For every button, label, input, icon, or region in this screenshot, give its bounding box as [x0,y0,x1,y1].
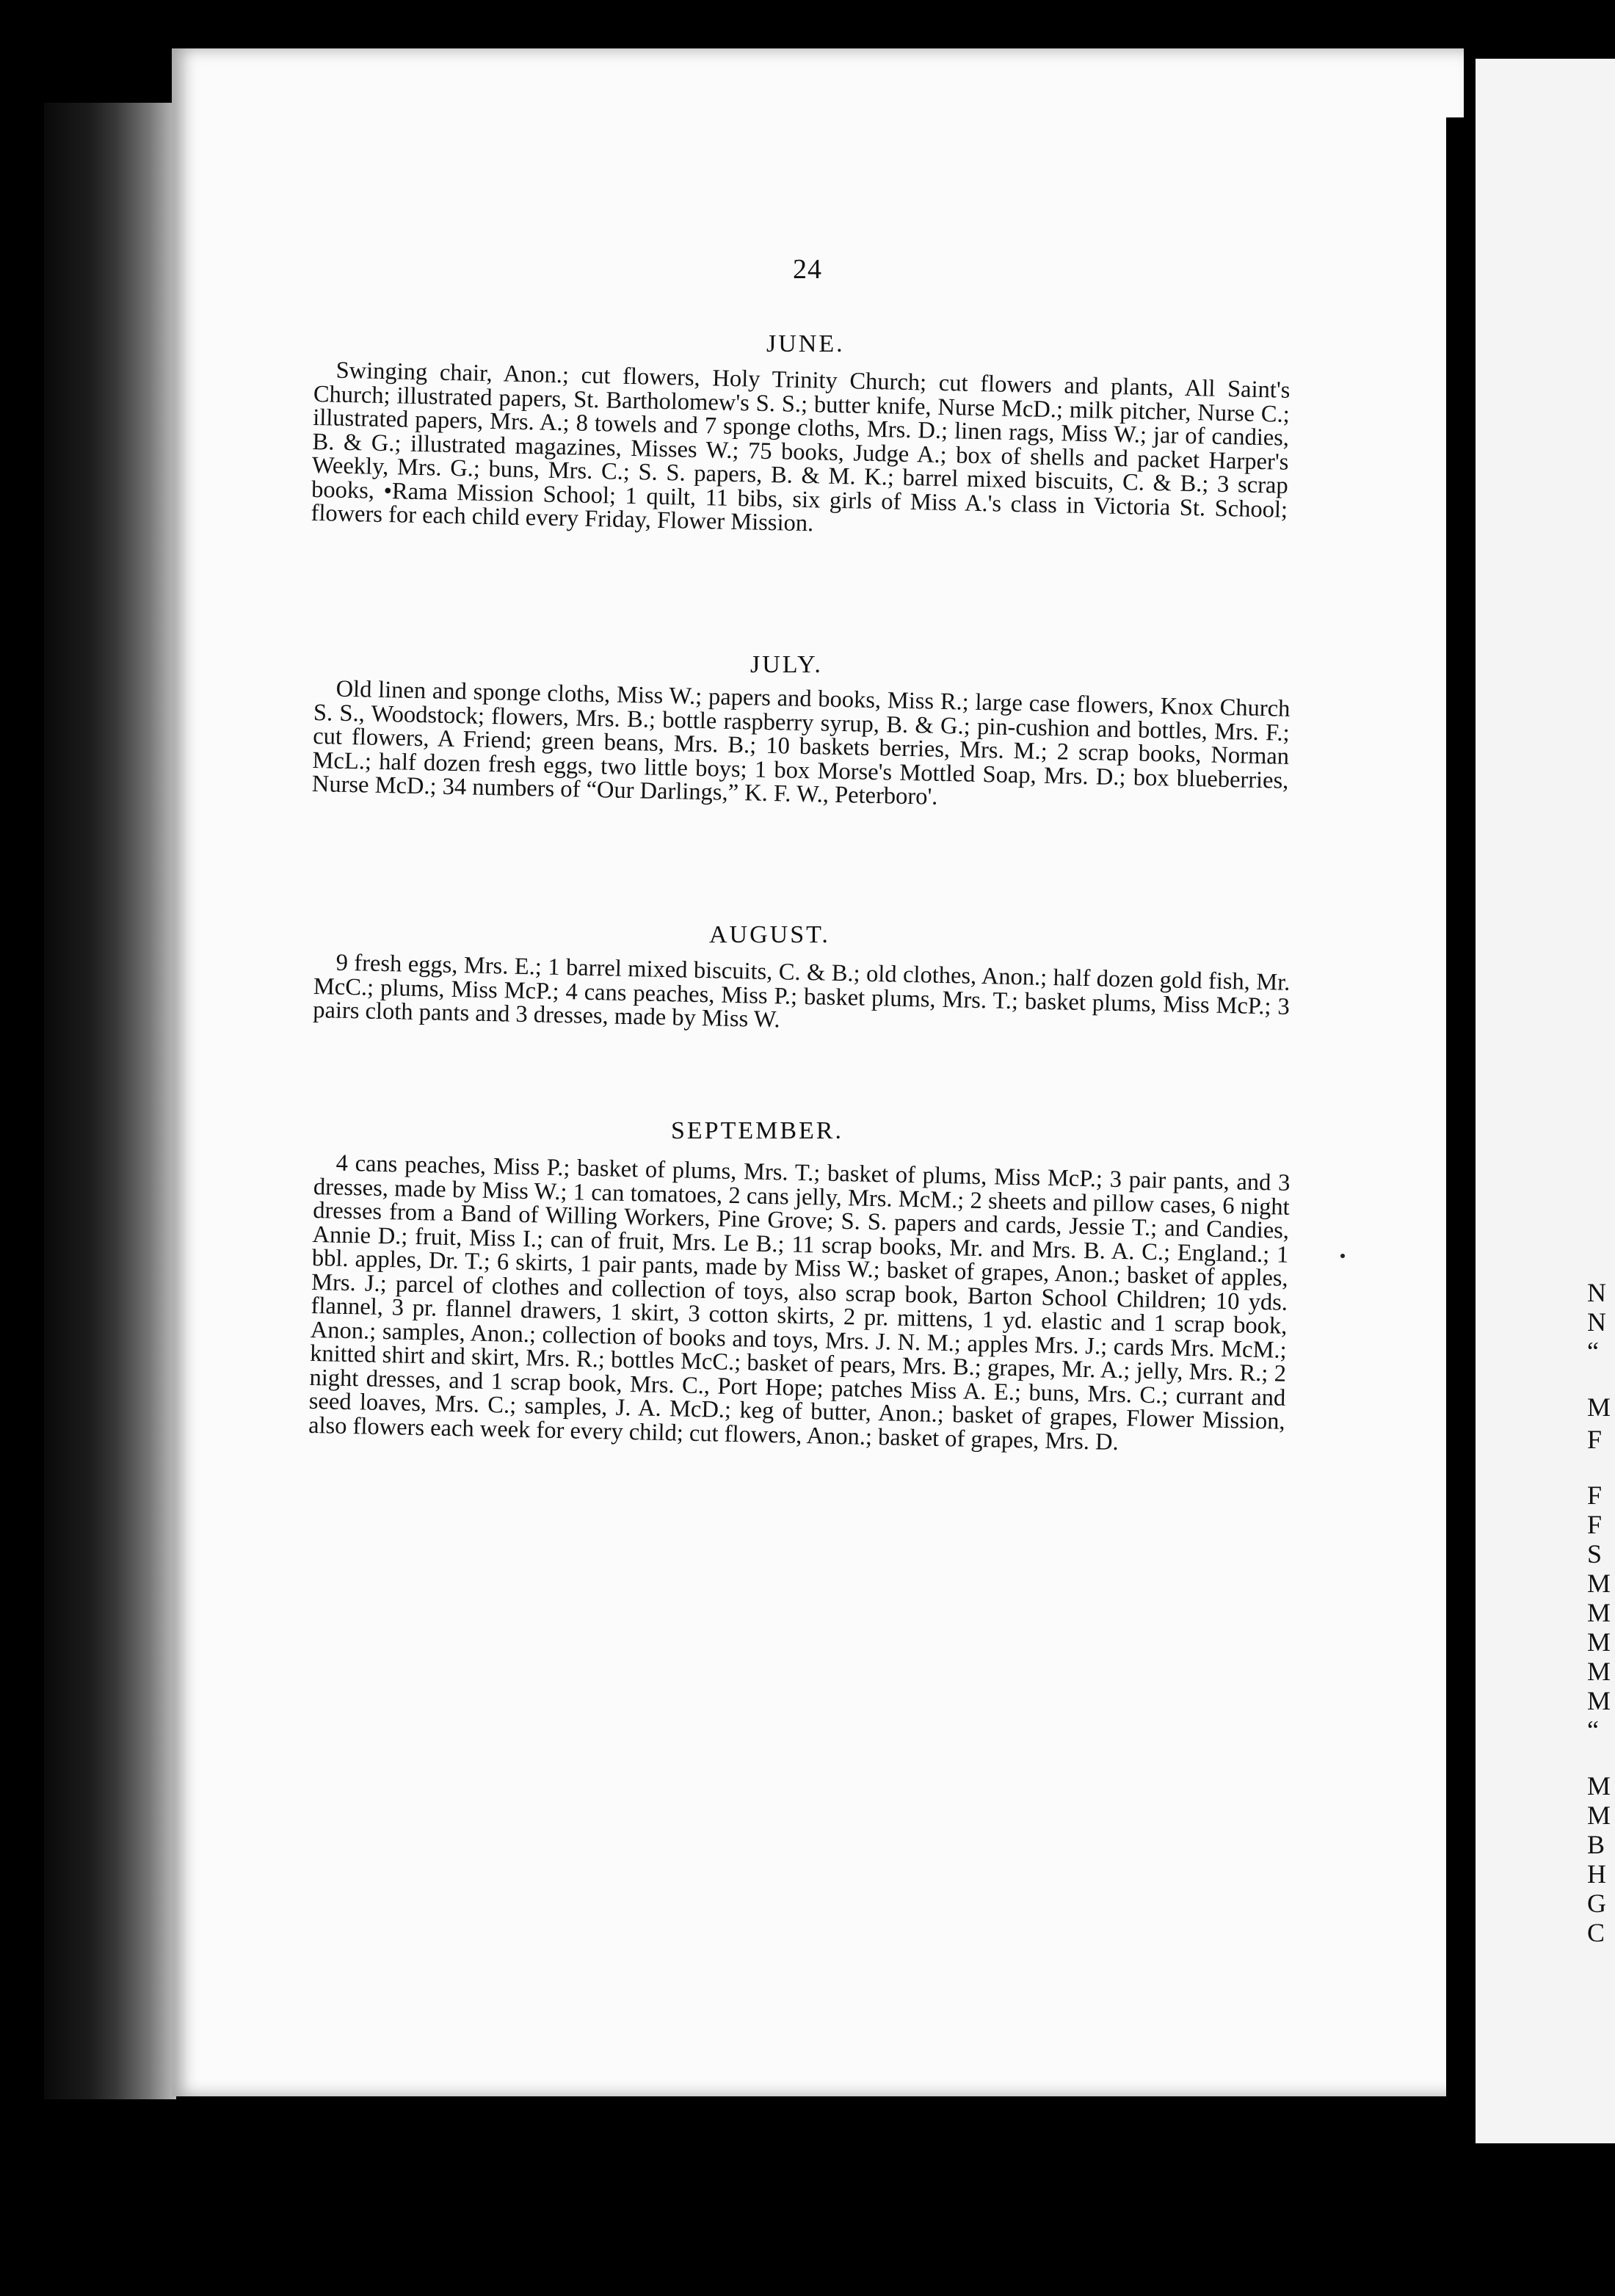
next-page-letter: M [1587,1771,1611,1801]
paragraph-september: 4 cans peaches, Miss P.; basket of plums, Mrs. T.; basket of plums, Miss McP.; 3 pair pants, and 3 dresses, made by Miss W.; 1 can tomatoes, 2 cans jelly, Mrs. McM.; 2 sheets and pillow cases, 6 night dresses from a Band of Willing Workers, Pine Grove; S. S. papers and cards, Jessie T.; and Candies, Annie D.; fruit, Miss I.; can of fruit, Mrs. Le B.; 11 scrap books, Mr. and Mrs. B. A. C.; England.; 1 bbl. apples, Dr. T.; 6 skirts, 1 pair pants, made by Miss W.; basket of grapes, Anon.; basket of apples, Mrs. J.; parcel of clothes and collection of toys, also scrap book, Barton School Children; 10 yds. flannel, 3 pr. flannel drawers, 1 skirt, 3 cotton skirts, 2 pr. mittens, 1 yd. elastic and 1 scrap book, Anon.; samples, Anon.; collection of books and toys, Mrs. J. N. M.; apples Mrs. J.; cards Mrs. McM.; knitted shirt and skirt, Mrs. R.; bottles McC.; basket of pears, Mrs. B.; grapes, Mr. A.; jelly, Mrs. R.; 2 night dresses, and 1 scrap book, Mrs. C., Port Hope; patches Miss A. E.; buns, Mrs. C.; currant and seed loaves, Mrs. C.; samples, J. A. McD.; keg of butter, Anon.; basket of grapes, Flower Mission, also flowers each week for every child; cut flowers, Anon.; basket of grapes, Mrs. D. [308,1149,1291,1456]
heading-august: AUGUST. [709,921,830,948]
next-page-letter: M [1587,1627,1611,1657]
next-page-letter: M [1587,1392,1611,1422]
next-page-letter: “ [1587,1337,1599,1366]
next-page-letter: M [1587,1598,1611,1627]
next-page-letter: H [1587,1859,1606,1889]
next-page-letter: F [1587,1481,1603,1510]
next-page-letter: M [1587,1569,1611,1598]
next-page-letter: F [1587,1510,1603,1539]
next-page-letter: M [1587,1801,1611,1830]
paragraph-july: Old linen and sponge cloths, Miss W.; papers and books, Miss R.; large case flowers, Knox Church S. S., Woodstock; flowers, Mrs. B.; bottle raspberry syrup, B. & G.; pin-cushion and bottles, Mrs. F.; cut flowers, A Friend; green beans, Mrs. B.; 10 baskets berries, Mrs. M.; 2 scrap books, Norman McL.; half dozen fresh eggs, two little boys; 1 box Morse's Mottled Soap, Mrs. D.; box blueberries, Nurse McD.; 34 numbers of “Our Darlings,” K. F. W., Peterboro'. [311,675,1291,810]
next-page-letter: N [1587,1278,1606,1307]
next-page-letter: M [1587,1657,1611,1686]
page-gutter [1446,117,1476,2158]
binding-shadow [44,103,176,2099]
next-page-letter: N [1587,1307,1606,1337]
next-page-letter: “ [1587,1715,1599,1745]
heading-june: JUNE. [766,330,845,357]
next-page-letter: S [1587,1539,1603,1569]
paragraph-august: 9 fresh eggs, Mrs. E.; 1 barrel mixed biscuits, C. & B.; old clothes, Anon.; half dozen gold fish, Mr. McC.; plums, Miss McP.; 4 cans peaches, Miss P.; basket plums, Mrs. T.; basket plums, Miss McP.; 3 pairs cloth pants and 3 dresses, made by Miss W. [312,949,1291,1033]
heading-july: JULY. [750,651,823,678]
next-page-letter: B [1587,1830,1605,1859]
paragraph-june: Swinging chair, Anon.; cut flowers, Holy Trinity Church; cut flowers and plants, All Saint's Church; illustrated papers, St. Bartholomew's S. S.; butter knife, Nurse McD.; milk pitcher, Nurse C.; illustrated papers, Mrs. A.; 8 towels and 7 sponge cloths, Mrs. D.; linen rags, Miss W.; jar of candies, B. & G.; illustrated magazines, Misses W.; 75 books, Judge A.; box of shells and packet Harper's Weekly, Mrs. G.; buns, Mrs. C.; S. S. papers, B. & M. K.; barrel mixed biscuits, C. & B.; 3 scrap books, •Rama Mission School; 1 quilt, 11 bibs, six girls of Miss A.'s class in Victoria St. School; flowers for each child every Friday, Flower Mission. [311,357,1291,537]
next-page-letter: G [1587,1889,1606,1918]
ink-speck [1340,1254,1345,1258]
next-page-letter: M [1587,1686,1611,1715]
page-number: 24 [793,254,822,285]
heading-september: SEPTEMBER. [671,1117,843,1144]
next-page-letter: C [1587,1918,1605,1947]
next-page-letter: F [1587,1425,1603,1454]
